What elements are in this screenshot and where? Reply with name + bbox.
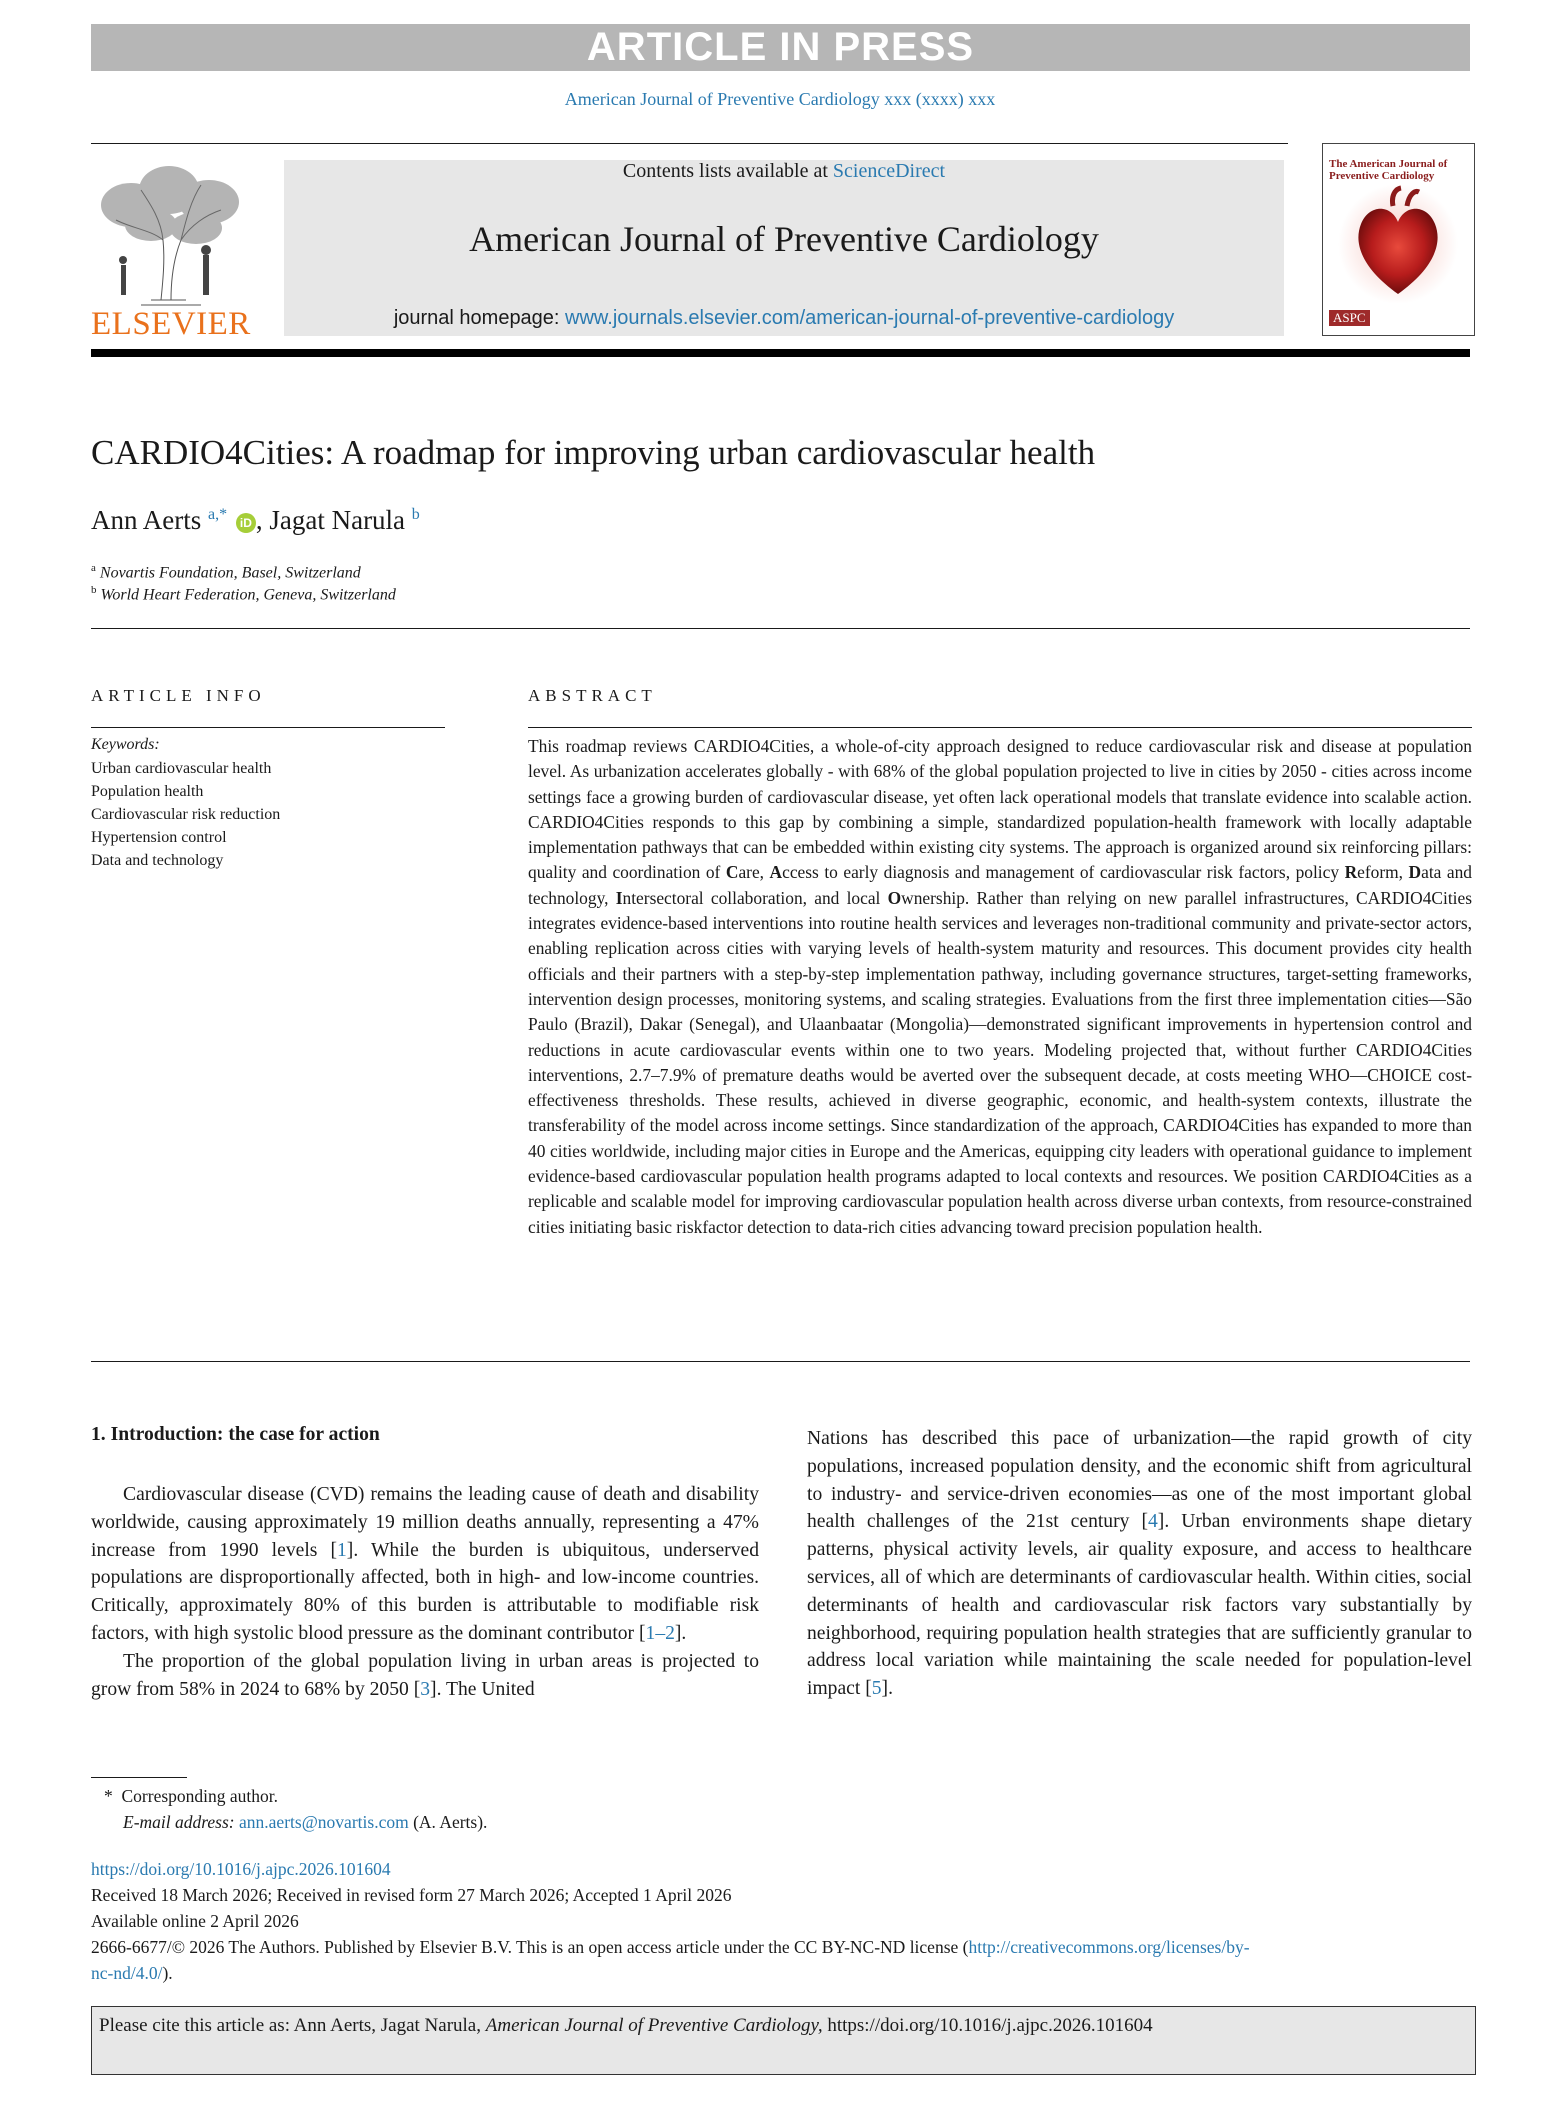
intro-left-column — [91, 1481, 759, 1703]
abstract-text: This roadmap reviews CARDIO4Cities, a whole-of-city approach designed to reduce cardiovascular risk and disease at population level. As urbanization accelerates globally - with 68% of the global population projected to live in cities by 2050 - cities across income settings face a growing burden of cardiovascular disease, yet often lack operational models that translate evidence into scalable action. CARDIO4Cities responds to this gap by combining a simple, standardized population-health framework with locally adaptable implementation pathways that can be embedded within existing city systems. The approach is organized around six reinforcing pillars: quality and coordination of Care, Access to early diagnosis and management of cardiovascular risk factors, policy Reform, Data and technology, Intersectoral collaboration, and local Ownership. Rather than relying on new parallel infrastructures, CARDIO4Cities integrates evidence-based interventions into routine health services and leverages non-traditional community and private-sector actors, enabling replication across cities with varying levels of health-system maturity and resources. This document provides city health officials and their partners with a step-by-step implementation pathway, including governance structures, target-setting frameworks, intervention design processes, monitoring systems, and scaling strategies. Evaluations from the first three implementation cities—São Paulo (Brazil), Dakar (Senegal), and Ulaanbaatar (Mongolia)—demonstrated significant improvements in hypertension control and reductions in acute cardiovascular events within one to two years. Modeling projected that, without further CARDIO4Cities interventions, 2.7–7.9% of premature deaths would be averted over the subsequent decade, at costs meeting WHO—CHOICE cost-effectiveness thresholds. These results, achieved in diverse geographic, economic, and health-system contexts, illustrate the transferability of the model across income settings. Since standardization of the approach, CARDIO4Cities has expanded to more than 40 cities worldwide, including major cities in Europe and the Americas, equipping city leaders with operational guidance to implement evidence-based cardiovascular population health programs adapted to local contexts and resources. We position CARDIO4Cities as a replicable and scalable model for improving cardiovascular population health across diverse urban contexts, from resource-constrained cities initiating basic riskfactor detection to data-rich cities advancing toward precision population health. — [528, 736, 1472, 1237]
citation-link[interactable]: 1 — [337, 1539, 347, 1561]
citation-link[interactable]: 4 — [1148, 1511, 1158, 1533]
affiliation-marker: b — [91, 584, 97, 596]
license-link[interactable]: nc-nd/4.0/ — [91, 1963, 163, 1983]
keyword-item: Hypertension control — [91, 829, 227, 846]
keywords-list — [91, 757, 280, 872]
email-link[interactable]: ann.aerts@novartis.com — [239, 1812, 409, 1832]
homepage-link[interactable]: www.journals.elsevier.com/american-journal-of-preventive-cardiology — [565, 307, 1175, 329]
section-heading-introduction: 1. Introduction: the case for action — [91, 1424, 380, 1445]
citation-link[interactable]: 1–2 — [645, 1622, 675, 1644]
journal-homepage-line — [284, 307, 1284, 330]
contents-prefix: Contents lists available at — [622, 160, 833, 182]
author-name[interactable]: Jagat Narula — [269, 505, 406, 535]
abstract-rule — [528, 727, 1472, 728]
citation-link[interactable]: 5 — [871, 1678, 882, 1700]
abstract-bottom-rule — [91, 1361, 1470, 1362]
publication-meta — [91, 1856, 1476, 1986]
available-online: Available online 2 April 2026 — [91, 1911, 299, 1931]
affiliation — [91, 584, 396, 604]
citation-link[interactable]: 3 — [420, 1678, 431, 1700]
footnote-email: E-mail address: ann.aerts@novartis.com (A. Aerts). — [123, 1812, 488, 1832]
elsevier-wordmark: ELSEVIER — [91, 306, 251, 342]
license-link[interactable]: http://creativecommons.org/licenses/by- — [968, 1937, 1250, 1957]
article-title: CARDIO4Cities: A roadmap for improving urban cardiovascular health — [91, 433, 1096, 472]
article-info-heading: ARTICLE INFO — [91, 686, 266, 705]
author-affiliation-marker[interactable]: a,* — [208, 506, 228, 523]
keywords-label: Keywords: — [91, 736, 160, 753]
doi-link[interactable]: https://doi.org/10.1016/j.ajpc.2026.101604 — [91, 1859, 391, 1879]
affiliation-text: Novartis Foundation, Basel, Switzerland — [99, 564, 361, 582]
header-top-rule — [91, 143, 1288, 144]
citation-box: Please cite this article as: Ann Aerts, Jagat Narula, American Journal of Preventive Cardiology, https://doi.org/10.1016/j.ajpc.2026.101604 — [91, 2006, 1476, 2075]
heart-image — [1323, 144, 1474, 335]
affiliation-marker: a — [91, 562, 96, 574]
keyword-item: Urban cardiovascular health — [91, 760, 272, 777]
author-line — [91, 505, 420, 536]
sciencedirect-link[interactable]: ScienceDirect — [832, 160, 946, 182]
keyword-item: Data and technology — [91, 852, 224, 869]
header-bottom-rule — [91, 349, 1470, 357]
author-affiliation-marker[interactable]: b — [411, 506, 420, 523]
abstract-heading: ABSTRACT — [528, 686, 657, 705]
contents-line — [284, 160, 1284, 183]
intro-paragraph: The proportion of the global population living in urban areas is projected to grow from 58% in 2024 to 68% by 2050 [3]. The United — [91, 1650, 759, 1700]
author-separator: , — [255, 505, 270, 535]
footnote-rule — [91, 1777, 187, 1778]
homepage-prefix: journal homepage: — [393, 307, 566, 329]
cover-badge: ASPC — [1329, 310, 1370, 326]
journal-title: American Journal of Preventive Cardiology — [469, 219, 1099, 259]
article-in-press-banner: ARTICLE IN PRESS — [91, 24, 1470, 71]
intro-paragraph: Cardiovascular disease (CVD) remains the leading cause of death and disability worldwide, causing approximately 19 million deaths annually, representing a 47% increase from 1990 levels [1]. While the burden is ubiquitous, underserved populations are disproportionally affected, both in high- and low-income countries. Critically, approximately 80% of this burden is attributable to modifiable risk factors, with high systolic blood pressure as the dominant contributor [1–2]. — [91, 1484, 760, 1644]
intro-right-column: Nations has described this pace of urbanization—the rapid growth of city populations, increased population density, and the economic shift from agricultural to industry- and service-driven economies—as one of the most important global health challenges of the 21st century [4]. Urban environments shape dietary patterns, physical activity levels, air quality exposure, and access to healthcare services, all of which are determinants of cardiovascular health. Within cities, social determinants of health and cardiovascular risk factors vary substantially by neighborhood, requiring population health strategies that are sufficiently granular to address local variation while maintaining the scale needed for population-level impact [5]. — [807, 1428, 1473, 1700]
footnote-corresponding: * Corresponding author. — [104, 1786, 279, 1806]
article-info-rule — [91, 727, 445, 728]
affiliation-text: World Heart Federation, Geneva, Switzerland — [100, 586, 396, 604]
keyword-item: Population health — [91, 783, 204, 800]
received-dates: Received 18 March 2026; Received in revised form 27 March 2026; Accepted 1 April 2026 — [91, 1885, 732, 1905]
journal-cover-thumbnail[interactable] — [1322, 143, 1475, 336]
journal-reference-link[interactable]: American Journal of Preventive Cardiology xxx (xxxx) xxx — [564, 89, 996, 109]
keyword-item: Cardiovascular risk reduction — [91, 806, 281, 823]
author-name[interactable]: Ann Aerts — [91, 505, 202, 535]
cover-title: The American Journal of Preventive Cardiology — [1329, 158, 1448, 182]
orcid-icon[interactable]: iD — [236, 513, 256, 533]
license-text: 2666-6677/© 2026 The Authors. Published by Elsevier B.V. This is an open access article under the CC BY-NC-ND license (http://creativecommons.org/licenses/by- nc-nd/4.0/). — [91, 1937, 1250, 1983]
affiliation — [91, 562, 361, 582]
title-block-rule — [91, 628, 1470, 629]
